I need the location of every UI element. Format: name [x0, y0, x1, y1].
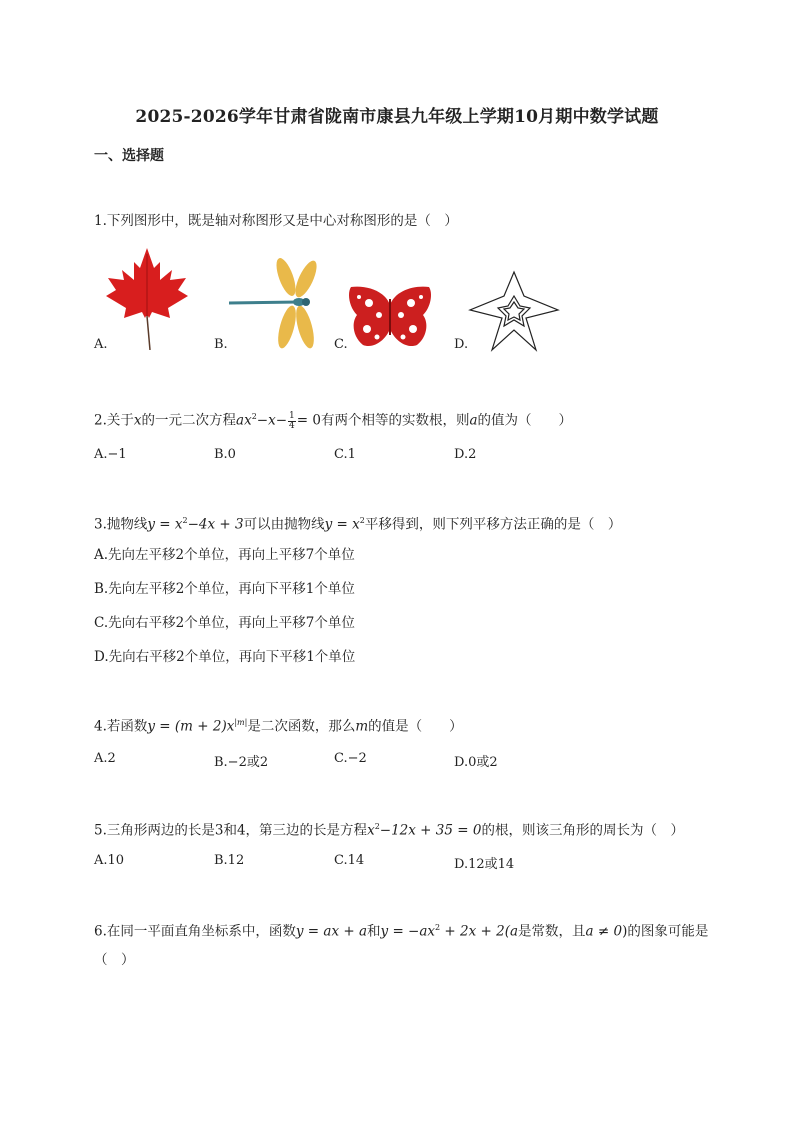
- q5-option-c: C.14: [334, 853, 365, 868]
- q2-option-c: C.1: [334, 447, 356, 462]
- page-title: 2025-2026学年甘肃省陇南市康县九年级上学期10月期中数学试题: [135, 107, 659, 127]
- question-1-text: 1.下列图形中，既是轴对称图形又是中心对称图形的是（ ）: [94, 213, 458, 229]
- butterfly-icon: [345, 285, 435, 351]
- q2-option-a: A.−1: [94, 447, 127, 462]
- q2-option-d: D.2: [454, 447, 477, 462]
- q1-option-d: D.: [454, 337, 469, 352]
- q3-option-c: C.先向右平移2个单位，再向上平移7个单位: [94, 615, 355, 631]
- q5-option-d: D.12或14: [454, 857, 515, 872]
- question-6-text: 6.在同一平面直角坐标系中，函数y = ax + a和$y = -ax^2 + 2x + 2(a$是常数，且a ≠ 0)的图象可能是: [94, 923, 709, 940]
- q1-option-b: B.: [214, 337, 228, 352]
- star-figure-icon: [468, 270, 560, 352]
- question-2-text: 2.关于x的一元二次方程$ax^2-x-$ $\frac{1}{4}$ = 0有两个相等的实数根，则a的值为（ ）: [94, 410, 573, 431]
- q5-option-b: B.12: [214, 853, 245, 868]
- section-heading: 一、选择题: [94, 148, 164, 164]
- question-3-text: 3.抛物线$y = x^2-4x + 3$可以由抛物线$y = x^2$平移得到，则下列平移方法正确的是（ ）: [94, 516, 622, 533]
- q4-option-c: C.−2: [334, 751, 367, 766]
- question-6-paren: （ ）: [94, 952, 135, 968]
- maple-leaf-icon: [104, 246, 190, 350]
- q2-option-b: B.0: [214, 447, 236, 462]
- q4-option-d: D.0或2: [454, 755, 498, 770]
- q3-option-d: D.先向右平移2个单位，再向下平移1个单位: [94, 649, 356, 665]
- dragonfly-icon: [227, 257, 319, 351]
- question-4-text: 4.若函数$y = (m + 2)x^{|m|}$是二次函数，那么m的值是（ ）: [94, 718, 463, 735]
- q5-option-a: A.10: [94, 853, 125, 868]
- question-5-text: 5.三角形两边的长是3和4，第三边的长是方程$x^2-12x + 35 = 0$的根，则该三角形的周长为（ ）: [94, 822, 684, 839]
- q1-option-a: A.: [94, 337, 108, 352]
- q3-option-b: B.先向左平移2个单位，再向下平移1个单位: [94, 581, 355, 597]
- q3-option-a: A.先向左平移2个单位，再向上平移7个单位: [94, 547, 355, 563]
- q4-option-a: A.2: [94, 751, 116, 766]
- fraction: $\frac{1}{4}$: [289, 410, 295, 431]
- q1-option-c: C.: [334, 337, 348, 352]
- q4-option-b: B.−2或2: [214, 755, 269, 770]
